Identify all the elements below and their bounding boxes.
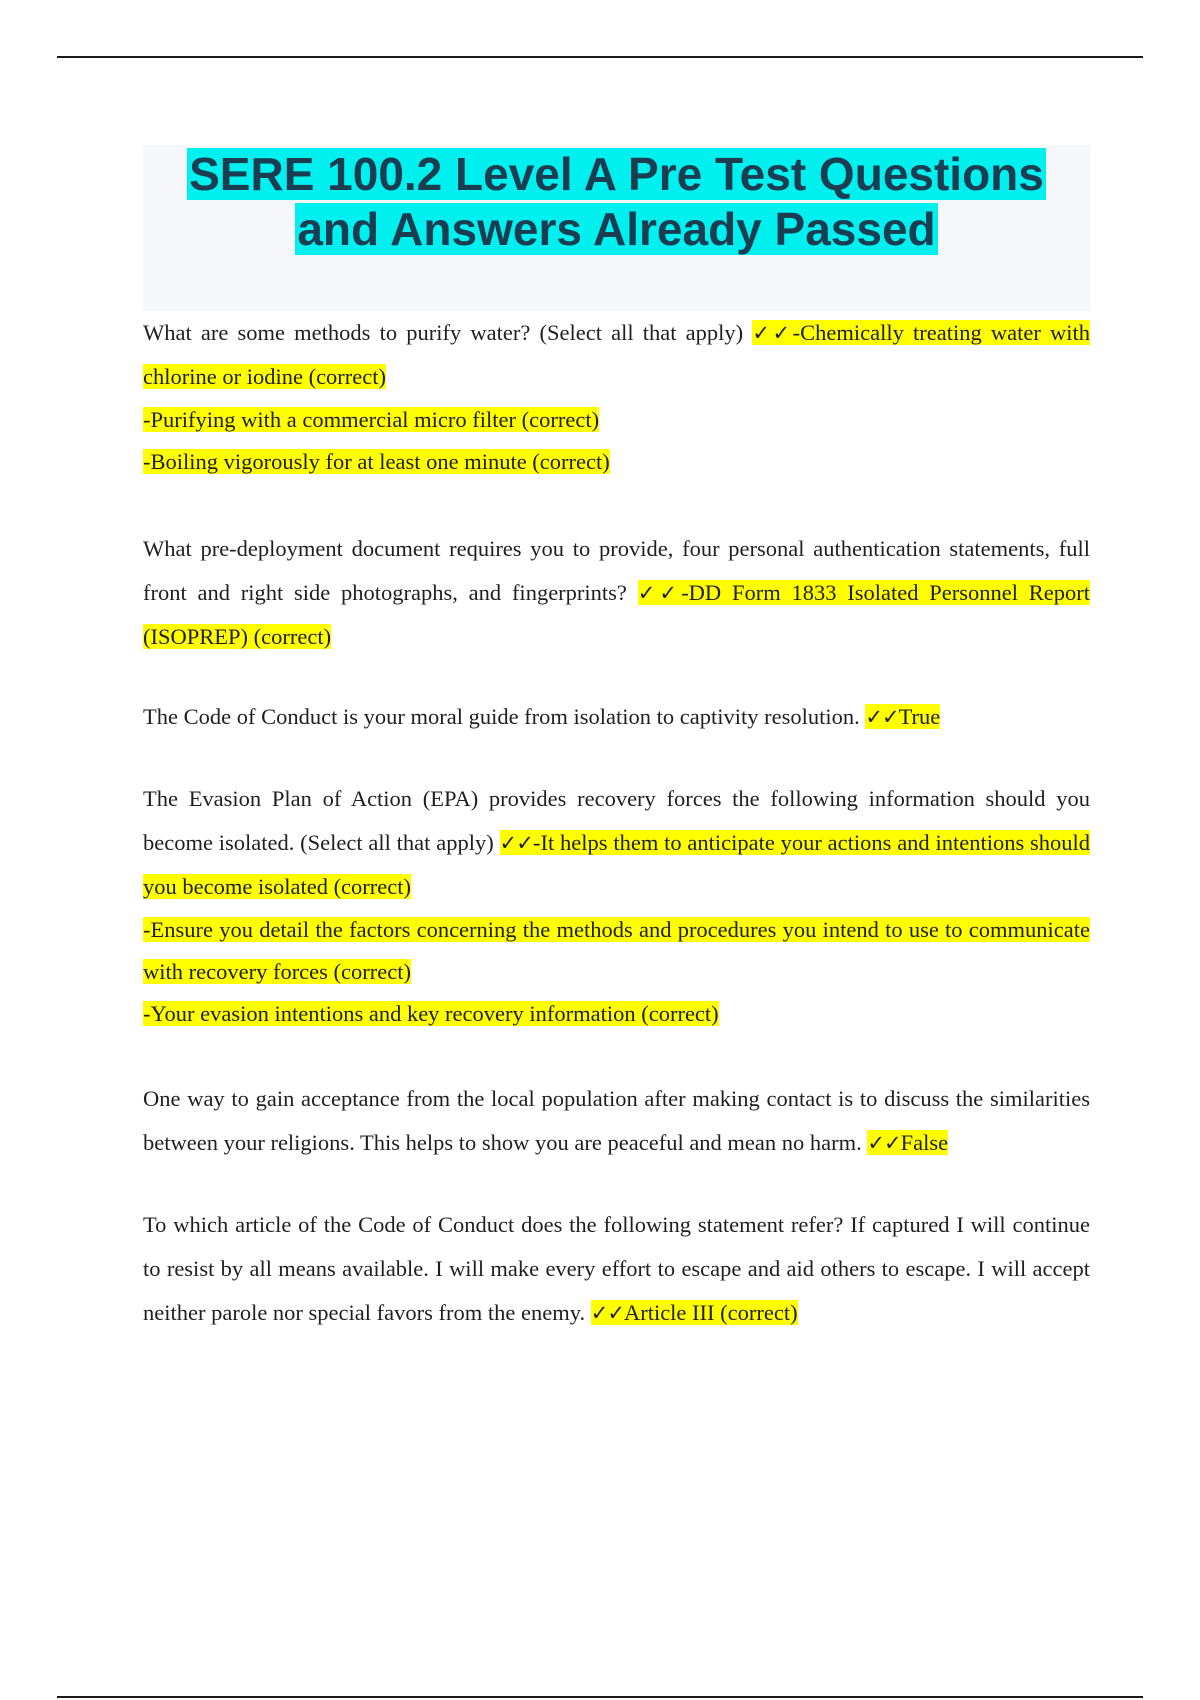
check-icon: ✓✓: [752, 321, 793, 345]
qa-item: [143, 777, 1090, 1035]
document-title: [143, 147, 1090, 257]
qa-item: [143, 527, 1090, 659]
title-line-2: and Answers Already Passed: [297, 203, 936, 255]
answer-text: -It helps them to anticipate your actions and intentions should you become isolated (correct): [143, 830, 1091, 899]
answer-highlight: [867, 1130, 948, 1155]
qa-paragraph: [143, 1077, 1090, 1165]
answer-text: -Purifying with a commercial micro filter (correct): [143, 407, 600, 432]
check-icon: ✓✓: [499, 831, 534, 855]
top-rule: [57, 56, 1143, 58]
qa-paragraph: [143, 311, 1090, 399]
answer-text: True: [898, 704, 941, 729]
answer-text: -Boiling vigorously for at least one minute (correct): [143, 449, 610, 474]
answer-highlight: [591, 1300, 798, 1325]
question-text: To which article of the Code of Conduct does the following statement refer? If captured I will continue to resist by all means available. I will make every effort to escape and aid others to escape. I will accept neither parole nor special favors from the enemy.: [143, 1212, 1090, 1325]
qa-paragraph: [143, 777, 1090, 909]
question-text: What are some methods to purify water? (Select all that apply): [143, 320, 744, 345]
answer-line: [143, 993, 1090, 1035]
question-text: The Code of Conduct is your moral guide from isolation to captivity resolution.: [143, 704, 860, 729]
qa-paragraph: [143, 527, 1090, 659]
answer-line: [143, 441, 1090, 483]
answer-line: [143, 399, 1090, 441]
qa-list: [143, 311, 1090, 1335]
qa-item: [143, 311, 1090, 483]
bottom-rule: [57, 1696, 1143, 1698]
answer-line: [143, 909, 1090, 993]
check-icon: ✓✓: [590, 1301, 624, 1325]
check-icon: ✓✓: [637, 581, 682, 605]
answer-highlight: [865, 704, 940, 729]
question-text: What pre-deployment document requires you to provide, four personal authentication statements, full front and right side photographs, and fingerprints?: [143, 536, 1090, 605]
question-text: The Evasion Plan of Action (EPA) provides recovery forces the following information should you become isolated. (Select all that apply): [143, 786, 1090, 855]
check-icon: ✓✓: [867, 1131, 901, 1155]
qa-item: [143, 1203, 1090, 1335]
answer-text: Article III (correct): [623, 1300, 798, 1325]
title-line-1: SERE 100.2 Level A Pre Test Questions: [189, 148, 1044, 200]
qa-item: [143, 1077, 1090, 1165]
answer-text: -Ensure you detail the factors concerning the methods and procedures you intend to use to communicate with recovery forces (correct): [143, 917, 1090, 984]
question-text: One way to gain acceptance from the local population after making contact is to discuss the similarities between your religions. This helps to show you are peaceful and mean no harm.: [143, 1086, 1090, 1155]
answer-text: False: [900, 1130, 949, 1155]
qa-item: [143, 695, 1090, 739]
document-page: [143, 145, 1090, 1335]
qa-paragraph: [143, 695, 1090, 739]
qa-paragraph: [143, 1203, 1090, 1335]
answer-text: -DD Form 1833 Isolated Personnel Report (ISOPREP) (correct): [143, 580, 1090, 649]
title-block: [143, 145, 1090, 311]
answer-text: -Chemically treating water with chlorine or iodine (correct): [143, 320, 1090, 389]
answer-text: -Your evasion intentions and key recovery information (correct): [143, 1001, 719, 1026]
check-icon: ✓✓: [865, 705, 899, 729]
